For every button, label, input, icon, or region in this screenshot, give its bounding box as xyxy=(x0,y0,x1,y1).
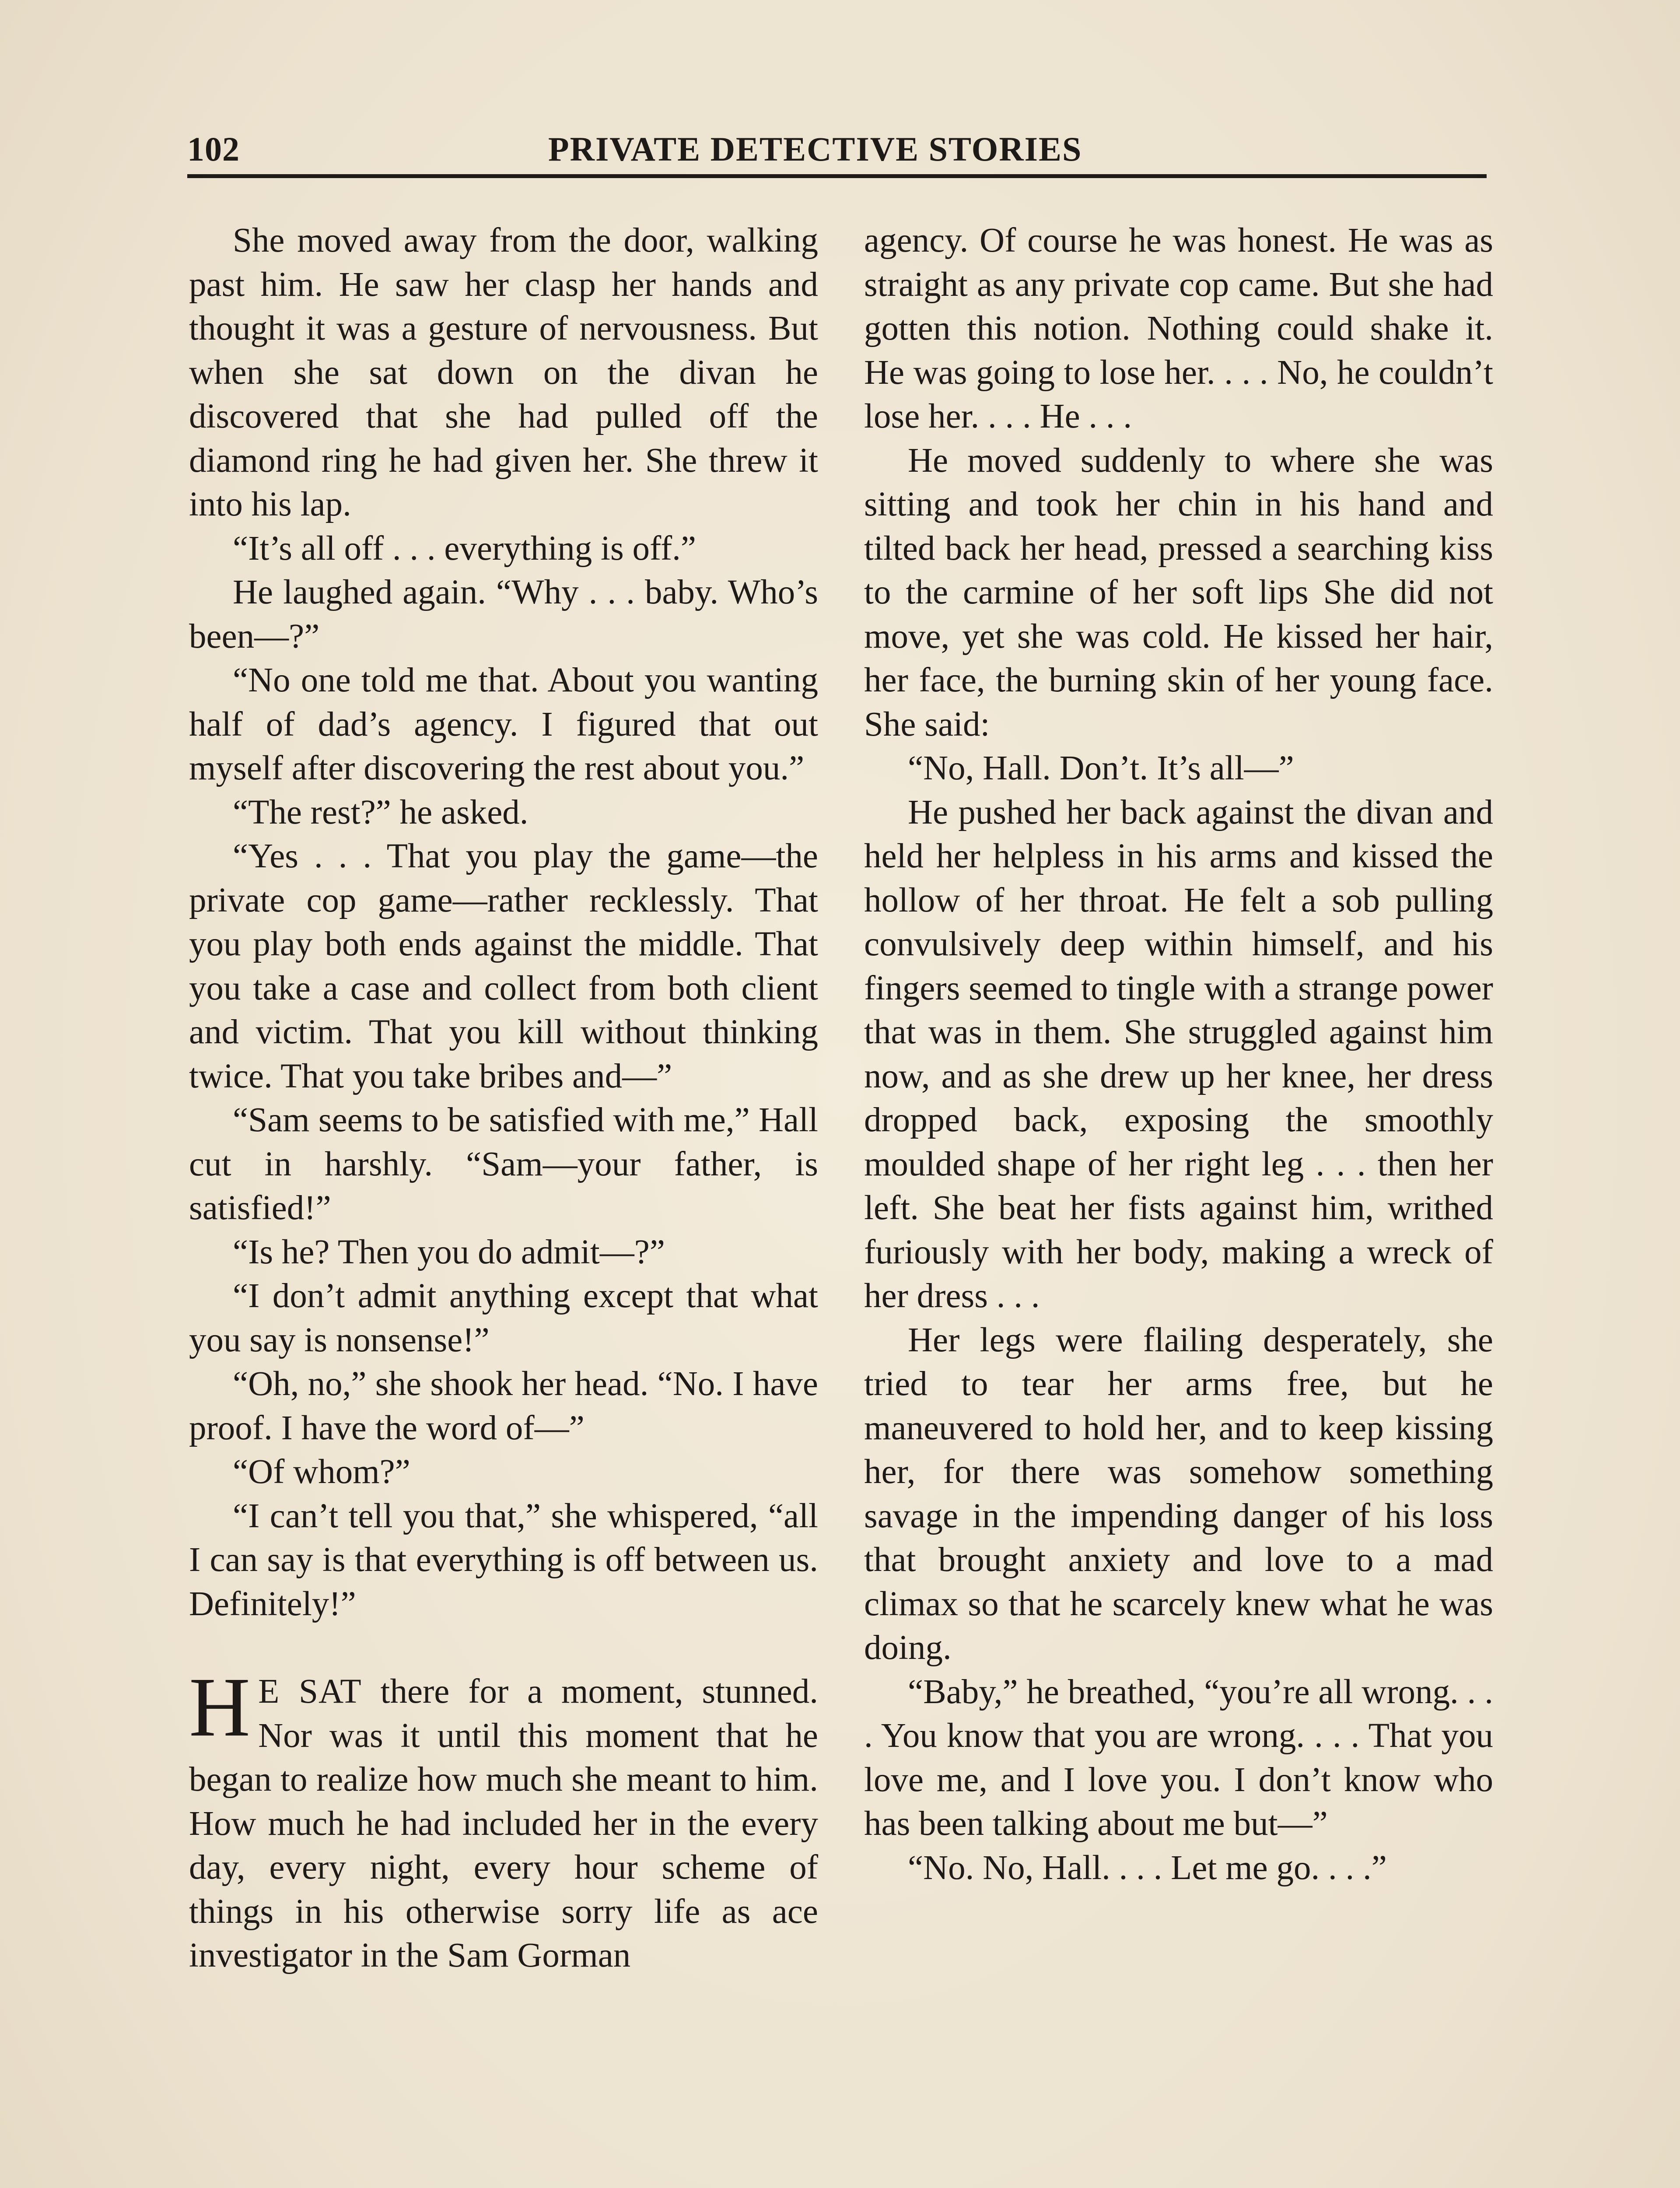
paragraph: She moved away from the door, walking past him. He saw her clasp her hands and thought it was a gesture of nervousness. But when she sat down on the divan he discovered that she had pulled off the diamond ring he had given her. She threw it into his lap. xyxy=(189,221,818,523)
section-break-text: there for a moment, stunned. Nor was it until this moment that he began to realize how much she meant to him. How much he had included her in the every day, every night, every hour scheme of things in his otherwise sorry life as ace investigator in the Sam Gorman xyxy=(189,1673,818,1974)
left-column xyxy=(189,219,818,1978)
paragraph: “Is he? Then you do admit—?” xyxy=(233,1233,665,1271)
drop-cap: H xyxy=(189,1660,251,1754)
paragraph: “Of whom?” xyxy=(233,1453,410,1491)
paragraph: Her legs were flailing desperately, she tried to tear her arms free, but he maneuvered to hold her, and to keep kissing her, for there was somehow something savage in the impending danger of his loss that brought anxiety and love to a mad climax so that he scarcely knew what he was doing. xyxy=(864,1321,1493,1667)
paragraph: “No one told me that. About you wanting half of dad’s agency. I figured that out myself after discovering the rest about you.” xyxy=(189,661,818,787)
page-number: 102 xyxy=(187,130,240,168)
paragraph: He laughed again. “Why . . . baby. Who’s been—?” xyxy=(189,573,818,656)
paragraph: He moved suddenly to where she was sitting and took her chin in his hand and tilted back her head, pressed a searching kiss to the carmine of her soft lips She did not move, yet she was cold. He kissed her hair, her face, the burning skin of her young face. She said: xyxy=(864,441,1493,743)
section-break-paragraph xyxy=(189,1660,818,1978)
paragraph: “The rest?” he asked. xyxy=(233,793,528,831)
paragraph: “No, Hall. Don’t. It’s all—” xyxy=(908,749,1294,787)
paragraph: “I don’t admit anything except that what you say is nonsense!” xyxy=(189,1277,818,1359)
paragraph: “Yes . . . That you play the game—the private cop game—rather recklessly. That you play both ends against the middle. That you take a case and collect from both client and victim. That you kill without thinking twice. That you take bribes and—” xyxy=(189,837,818,1095)
running-title: PRIVATE DETECTIVE STORIES xyxy=(548,130,1082,168)
right-column xyxy=(864,219,1493,1890)
paragraph: “Sam seems to be satisfied with me,” Hall cut in harshly. “Sam—your father, is satisfied!” xyxy=(189,1101,818,1227)
paragraph: “Oh, no,” she shook her head. “No. I have proof. I have the word of—” xyxy=(189,1365,818,1447)
paragraph: “Baby,” he breathed, “you’re all wrong. . . . You know that you are wrong. . . . That you love me, and I love you. I don’t know who has been talking about me but—” xyxy=(864,1673,1493,1843)
paragraph: “No. No, Hall. . . . Let me go. . . .” xyxy=(908,1848,1387,1887)
lead-in-caps: E SAT xyxy=(258,1673,362,1711)
paragraph: “I can’t tell you that,” she whispered, “all I can say is that everything is off between us. Definitely!” xyxy=(189,1497,818,1623)
paragraph: “It’s all off . . . everything is off.” xyxy=(233,529,696,568)
header-rule xyxy=(187,174,1487,178)
paragraph: agency. Of course he was honest. He was as straight as any private cop came. But she had gotten this notion. Nothing could shake it. He was going to lose her. . . . No, he couldn’t lose her. . . . He . . . xyxy=(864,221,1493,435)
paragraph: He pushed her back against the divan and held her helpless in his arms and kissed the hollow of her throat. He felt a sob pulling convulsively deep within himself, and his fingers seemed to tingle with a strange power that was in them. She struggled against him now, and as she drew up her knee, her dress dropped back, exposing the smoothly moulded shape of her right leg . . . then her left. She beat her fists against him, writhed furiously with her body, making a wreck of her dress . . . xyxy=(864,793,1493,1315)
page-header xyxy=(187,123,1487,172)
